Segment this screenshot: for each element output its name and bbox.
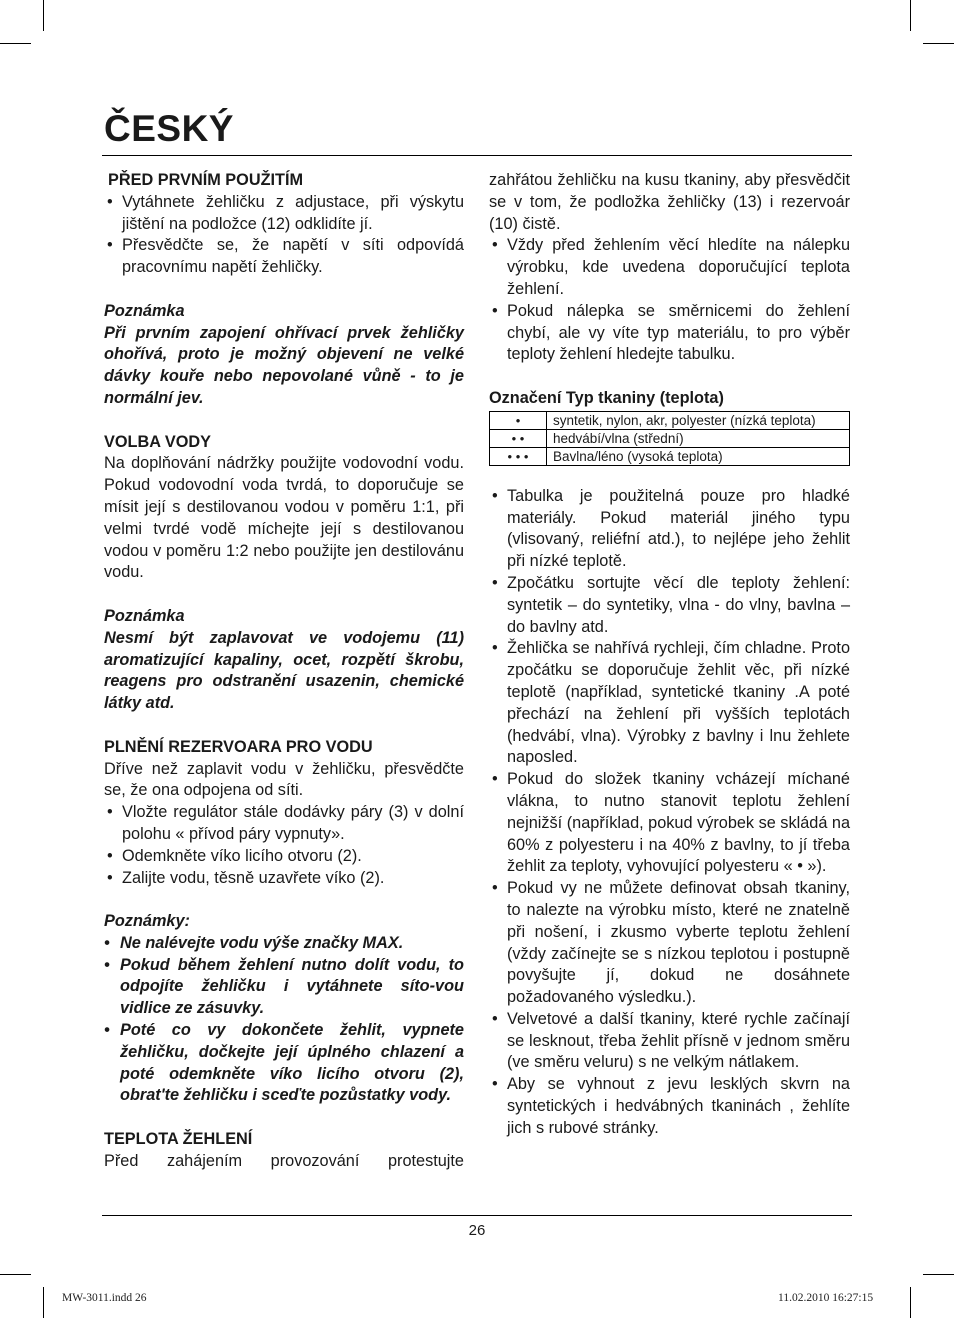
table-cell: Bavlna/léno (vysoká teplota) (547, 447, 850, 465)
list-item: • Tabulka je použitelná pouze pro hladké materiály. Pokud materiál jiného typu (vlisovaný, reliéfní atd.), to nejlépe jeho žehlit při nízké teplotě. (492, 486, 850, 571)
section-title-water: VOLBA VODY (104, 432, 212, 451)
table-header: Označení Typ tkaniny (teplota) (489, 388, 724, 407)
list-item: • Pokud do složek tkaniny vcházejí míchané vlákna, to nutno stanovit teplotu žehlení nejnižší (například, pokud výrobek se skládá na 60% z polyesteru i na 40% z bavlny, to jí třeba žehlit za teploty, vyhovující polyesteru « • »). (492, 770, 851, 876)
list-item: • Vložte regulátor stále dodávky páry (3) v dolní polohu « přívod páry vypnuty». (107, 803, 464, 843)
top-rule (102, 155, 852, 156)
list-item: • Vytáhnete žehličku z adjustace, při výskytu jištění na podložce (12) odklidíte jí. (107, 192, 464, 233)
note-title: Poznámka (104, 301, 185, 320)
section-title-filling: PLNĚNÍ REZERVOARA PRO VODU (104, 737, 373, 756)
table-row (490, 411, 850, 429)
continued-text: zahřátou žehličku na kusu tkaniny, aby přesvědčit se v tom, že podložka žehličky (13) i rezervoár (10) čistě. (489, 171, 850, 233)
right-column (489, 170, 850, 1140)
notes-title: Poznámky: (104, 912, 190, 931)
list-item: • Ne nalévejte vodu výše značky MAX. (104, 933, 404, 952)
slug-timestamp: 11.02.2010 16:27:15 (778, 1292, 874, 1304)
note-text: Při prvním zapojení ohřívací prvek žehličky ohořívá, proto je možný objevení ne velké dávky kouře nebo nepovolané vůně - to je normální jev. (104, 323, 464, 407)
list-item: • Aby se vyhnout z jevu lesklých skvrn na syntetických i hedvábných tkaninách , žehlíte jich s rubové stránky. (492, 1075, 850, 1137)
list-item: • Pokud vy ne můžete definovat obsah tkaniny, to nalezte na výrobku místo, které ne znatelně při nošení, i zkusmo vyberte teplotu žehlení (vždy začínejte se s nízkou teplotou i postupně povyšujte jí, dokud ne dosáhnete požadovaného výsledku.). (492, 879, 850, 1007)
list-item: • Zalijte vodu, těsně uzavřete víko (2). (107, 868, 385, 887)
list-item: • Poté co vy dokončete žehlit, vypnete žehličku, dočkejte její úplného chlazení a poté odemkněte víko licího otvoru (2), obrat'te žehličku i sceďte pozůstatky vody. (104, 1021, 464, 1105)
list-item: • Přesvědčte se, že napětí v síti odpovídá pracovnímu napětí žehličky. (107, 236, 464, 277)
table-row (490, 429, 850, 447)
slug-filename: MW-3011.indd 26 (62, 1292, 147, 1304)
bottom-rule (102, 1215, 852, 1216)
list-item: • Pokud nálepka se směrnicemi do žehlení chybí, ale vy víte typ materiálu, to pro výběr teploty žehlení hledejte tabulku. (492, 301, 850, 364)
page-number: 26 (468, 1222, 486, 1239)
list-item: • Pokud během žehlení nutno dolít vodu, to odpojíte žehličku i vytáhnete síto-vou vidlice ze zásuvky. (104, 955, 464, 1018)
crop-mark (43, 1287, 44, 1318)
table-symbol: • • (490, 429, 547, 447)
list-item: • Odemkněte víko licího otvoru (2). (107, 846, 362, 865)
section-title-first-use: PŘED PRVNÍM POUŽITÍM (108, 171, 304, 189)
label-list (489, 235, 850, 366)
table-cell: hedvábí/vlna (střední) (547, 429, 850, 447)
crop-mark (910, 0, 911, 31)
filling-list (104, 802, 464, 889)
notes-list (104, 933, 464, 1107)
page-title: ČESKÝ (104, 108, 234, 149)
left-column (104, 170, 464, 1173)
note-text: Nesmí být zaplavovat ve vodojemu (11) aromatizující kapaliny, ocet, rozpětí škrobu, reagens pro odstranění usazenin, chemické látky atd. (104, 628, 464, 713)
water-text: Na doplňování nádržky použijte vodovodní vodu. Pokud vodovodní voda tvrdá, to doporučuje se mísit její s destilovanou vodou v poměru 1:1, při velmi tvrdé vodě míchejte její s destilovanou vodou v poměru 1:2 nebo použijte jen destilovánu vodu. (104, 454, 464, 582)
list-item: • Žehlička se nahřívá rychleji, čím chladne. Proto zpočátku se doporučuje žehlit věc, při nízké teplotě (například, syntetické tkaniny .A poté přechází na žehlení při vyšších teplotách (hedvábí, vlna). Výrobky z bavlny i lnu žehlete naposled. (492, 639, 850, 767)
table-row (490, 447, 850, 465)
crop-mark (0, 1274, 31, 1275)
temperature-text: Před zahájením provozování protestujte (104, 1151, 464, 1170)
table-cell: syntetik, nylon, akr, polyester (nízká teplota) (547, 411, 850, 429)
first-use-list (104, 192, 464, 279)
note-title: Poznámka (104, 606, 185, 625)
tips-list (489, 486, 850, 1140)
list-item: • Velvetové a další tkaniny, které rychle začínají se lesknout, třeba žehlit přísně v jednom směru (ve směru veluru) s ne velkým nátlakem. (492, 1009, 850, 1072)
list-item: • Zpočátku sortujte věcí dle teploty žehlení: syntetik – do syntetiky, vlna - do vlny, bavlna – do bavlny atd. (492, 573, 850, 636)
table-symbol: • • • (490, 447, 547, 465)
list-item: • Vždy před žehlením věcí hledíte na nálepku výrobku, kde uvedena doporučující teplota žehlení. (492, 236, 850, 298)
section-title-temperature: TEPLOTA ŽEHLENÍ (104, 1130, 253, 1149)
table-symbol: • (490, 411, 547, 429)
crop-mark (910, 1287, 911, 1318)
crop-mark (0, 43, 31, 44)
fabric-table (489, 411, 850, 466)
crop-mark (923, 43, 954, 44)
crop-mark (43, 0, 44, 31)
crop-mark (923, 1274, 954, 1275)
filling-text: Dříve než zaplavit vodu v žehličku, přesvědčte se, že ona odpojena od síti. (104, 759, 464, 800)
